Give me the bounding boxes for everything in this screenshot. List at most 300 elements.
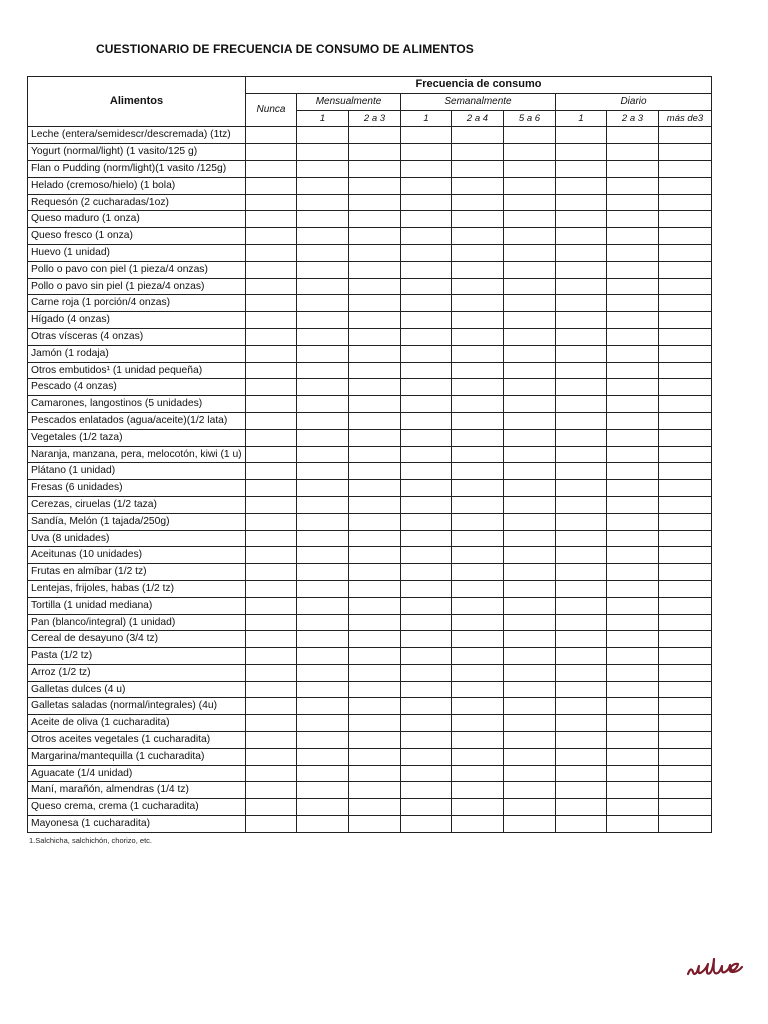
frequency-cell[interactable] [297, 715, 349, 732]
frequency-cell[interactable] [297, 547, 349, 564]
frequency-cell[interactable] [297, 295, 349, 312]
frequency-cell[interactable] [556, 429, 607, 446]
frequency-cell[interactable] [556, 631, 607, 648]
frequency-cell[interactable] [452, 664, 504, 681]
frequency-cell[interactable] [556, 799, 607, 816]
frequency-cell[interactable] [246, 765, 297, 782]
frequency-cell[interactable] [452, 715, 504, 732]
frequency-cell[interactable] [246, 664, 297, 681]
frequency-cell[interactable] [349, 799, 401, 816]
frequency-cell[interactable] [401, 580, 452, 597]
frequency-cell[interactable] [349, 782, 401, 799]
frequency-cell[interactable] [659, 782, 712, 799]
frequency-cell[interactable] [607, 211, 659, 228]
frequency-cell[interactable] [504, 748, 556, 765]
frequency-cell[interactable] [556, 765, 607, 782]
frequency-cell[interactable] [349, 765, 401, 782]
frequency-cell[interactable] [556, 446, 607, 463]
frequency-cell[interactable] [401, 648, 452, 665]
frequency-cell[interactable] [504, 631, 556, 648]
frequency-cell[interactable] [401, 765, 452, 782]
frequency-cell[interactable] [504, 765, 556, 782]
frequency-cell[interactable] [349, 648, 401, 665]
frequency-cell[interactable] [504, 698, 556, 715]
frequency-cell[interactable] [401, 228, 452, 245]
frequency-cell[interactable] [246, 681, 297, 698]
frequency-cell[interactable] [297, 228, 349, 245]
frequency-cell[interactable] [556, 211, 607, 228]
frequency-cell[interactable] [246, 580, 297, 597]
frequency-cell[interactable] [556, 463, 607, 480]
frequency-cell[interactable] [246, 278, 297, 295]
frequency-cell[interactable] [246, 597, 297, 614]
frequency-cell[interactable] [556, 496, 607, 513]
frequency-cell[interactable] [297, 782, 349, 799]
frequency-cell[interactable] [556, 379, 607, 396]
frequency-cell[interactable] [452, 211, 504, 228]
frequency-cell[interactable] [401, 244, 452, 261]
frequency-cell[interactable] [246, 211, 297, 228]
frequency-cell[interactable] [452, 396, 504, 413]
frequency-cell[interactable] [246, 312, 297, 329]
frequency-cell[interactable] [659, 698, 712, 715]
frequency-cell[interactable] [659, 631, 712, 648]
frequency-cell[interactable] [556, 412, 607, 429]
frequency-cell[interactable] [659, 564, 712, 581]
frequency-cell[interactable] [452, 480, 504, 497]
frequency-cell[interactable] [556, 782, 607, 799]
frequency-cell[interactable] [504, 782, 556, 799]
frequency-cell[interactable] [556, 564, 607, 581]
frequency-cell[interactable] [659, 547, 712, 564]
frequency-cell[interactable] [246, 480, 297, 497]
frequency-cell[interactable] [349, 715, 401, 732]
frequency-cell[interactable] [401, 144, 452, 161]
frequency-cell[interactable] [504, 362, 556, 379]
frequency-cell[interactable] [504, 244, 556, 261]
frequency-cell[interactable] [607, 782, 659, 799]
frequency-cell[interactable] [504, 160, 556, 177]
frequency-cell[interactable] [401, 681, 452, 698]
frequency-cell[interactable] [452, 631, 504, 648]
frequency-cell[interactable] [297, 681, 349, 698]
frequency-cell[interactable] [607, 816, 659, 833]
frequency-cell[interactable] [349, 278, 401, 295]
frequency-cell[interactable] [297, 144, 349, 161]
frequency-cell[interactable] [349, 597, 401, 614]
frequency-cell[interactable] [504, 580, 556, 597]
frequency-cell[interactable] [349, 564, 401, 581]
frequency-cell[interactable] [297, 597, 349, 614]
frequency-cell[interactable] [297, 480, 349, 497]
frequency-cell[interactable] [556, 681, 607, 698]
frequency-cell[interactable] [246, 144, 297, 161]
frequency-cell[interactable] [401, 328, 452, 345]
frequency-cell[interactable] [659, 362, 712, 379]
frequency-cell[interactable] [659, 580, 712, 597]
frequency-cell[interactable] [607, 513, 659, 530]
frequency-cell[interactable] [297, 463, 349, 480]
frequency-cell[interactable] [607, 681, 659, 698]
frequency-cell[interactable] [452, 412, 504, 429]
frequency-cell[interactable] [659, 648, 712, 665]
frequency-cell[interactable] [659, 177, 712, 194]
frequency-cell[interactable] [659, 261, 712, 278]
frequency-cell[interactable] [401, 362, 452, 379]
frequency-cell[interactable] [246, 648, 297, 665]
frequency-cell[interactable] [659, 530, 712, 547]
frequency-cell[interactable] [452, 362, 504, 379]
frequency-cell[interactable] [659, 748, 712, 765]
frequency-cell[interactable] [246, 715, 297, 732]
frequency-cell[interactable] [607, 547, 659, 564]
frequency-cell[interactable] [297, 345, 349, 362]
frequency-cell[interactable] [452, 261, 504, 278]
frequency-cell[interactable] [452, 194, 504, 211]
frequency-cell[interactable] [297, 127, 349, 144]
frequency-cell[interactable] [556, 328, 607, 345]
frequency-cell[interactable] [556, 127, 607, 144]
frequency-cell[interactable] [607, 362, 659, 379]
frequency-cell[interactable] [556, 228, 607, 245]
frequency-cell[interactable] [349, 748, 401, 765]
frequency-cell[interactable] [556, 480, 607, 497]
frequency-cell[interactable] [556, 530, 607, 547]
frequency-cell[interactable] [607, 564, 659, 581]
frequency-cell[interactable] [297, 328, 349, 345]
frequency-cell[interactable] [297, 799, 349, 816]
frequency-cell[interactable] [246, 261, 297, 278]
frequency-cell[interactable] [607, 379, 659, 396]
frequency-cell[interactable] [401, 732, 452, 749]
frequency-cell[interactable] [504, 648, 556, 665]
frequency-cell[interactable] [349, 211, 401, 228]
frequency-cell[interactable] [659, 664, 712, 681]
frequency-cell[interactable] [401, 160, 452, 177]
frequency-cell[interactable] [297, 261, 349, 278]
frequency-cell[interactable] [452, 144, 504, 161]
frequency-cell[interactable] [452, 295, 504, 312]
frequency-cell[interactable] [452, 765, 504, 782]
frequency-cell[interactable] [607, 345, 659, 362]
frequency-cell[interactable] [556, 396, 607, 413]
frequency-cell[interactable] [556, 614, 607, 631]
frequency-cell[interactable] [297, 412, 349, 429]
frequency-cell[interactable] [659, 379, 712, 396]
frequency-cell[interactable] [401, 496, 452, 513]
frequency-cell[interactable] [556, 295, 607, 312]
frequency-cell[interactable] [401, 345, 452, 362]
frequency-cell[interactable] [504, 480, 556, 497]
frequency-cell[interactable] [349, 228, 401, 245]
frequency-cell[interactable] [349, 463, 401, 480]
frequency-cell[interactable] [246, 782, 297, 799]
frequency-cell[interactable] [504, 799, 556, 816]
frequency-cell[interactable] [659, 295, 712, 312]
frequency-cell[interactable] [452, 379, 504, 396]
frequency-cell[interactable] [246, 160, 297, 177]
frequency-cell[interactable] [349, 244, 401, 261]
frequency-cell[interactable] [556, 648, 607, 665]
frequency-cell[interactable] [504, 597, 556, 614]
frequency-cell[interactable] [556, 362, 607, 379]
frequency-cell[interactable] [607, 312, 659, 329]
frequency-cell[interactable] [401, 614, 452, 631]
frequency-cell[interactable] [607, 463, 659, 480]
frequency-cell[interactable] [246, 816, 297, 833]
frequency-cell[interactable] [246, 429, 297, 446]
frequency-cell[interactable] [297, 580, 349, 597]
frequency-cell[interactable] [659, 328, 712, 345]
frequency-cell[interactable] [246, 547, 297, 564]
frequency-cell[interactable] [297, 244, 349, 261]
frequency-cell[interactable] [246, 228, 297, 245]
frequency-cell[interactable] [246, 345, 297, 362]
frequency-cell[interactable] [659, 312, 712, 329]
frequency-cell[interactable] [607, 295, 659, 312]
frequency-cell[interactable] [607, 765, 659, 782]
frequency-cell[interactable] [504, 564, 556, 581]
frequency-cell[interactable] [504, 379, 556, 396]
frequency-cell[interactable] [297, 194, 349, 211]
frequency-cell[interactable] [401, 295, 452, 312]
frequency-cell[interactable] [246, 698, 297, 715]
frequency-cell[interactable] [556, 144, 607, 161]
frequency-cell[interactable] [401, 547, 452, 564]
frequency-cell[interactable] [452, 580, 504, 597]
frequency-cell[interactable] [504, 513, 556, 530]
frequency-cell[interactable] [607, 228, 659, 245]
frequency-cell[interactable] [349, 194, 401, 211]
frequency-cell[interactable] [452, 463, 504, 480]
frequency-cell[interactable] [349, 480, 401, 497]
frequency-cell[interactable] [556, 715, 607, 732]
frequency-cell[interactable] [297, 748, 349, 765]
frequency-cell[interactable] [607, 648, 659, 665]
frequency-cell[interactable] [659, 228, 712, 245]
frequency-cell[interactable] [659, 463, 712, 480]
frequency-cell[interactable] [349, 681, 401, 698]
frequency-cell[interactable] [556, 580, 607, 597]
frequency-cell[interactable] [401, 748, 452, 765]
frequency-cell[interactable] [349, 698, 401, 715]
frequency-cell[interactable] [297, 816, 349, 833]
frequency-cell[interactable] [401, 698, 452, 715]
frequency-cell[interactable] [246, 127, 297, 144]
frequency-cell[interactable] [452, 345, 504, 362]
frequency-cell[interactable] [504, 681, 556, 698]
frequency-cell[interactable] [556, 312, 607, 329]
frequency-cell[interactable] [556, 160, 607, 177]
frequency-cell[interactable] [246, 177, 297, 194]
frequency-cell[interactable] [659, 513, 712, 530]
frequency-cell[interactable] [246, 362, 297, 379]
frequency-cell[interactable] [659, 396, 712, 413]
frequency-cell[interactable] [401, 715, 452, 732]
frequency-cell[interactable] [607, 127, 659, 144]
frequency-cell[interactable] [556, 748, 607, 765]
frequency-cell[interactable] [401, 177, 452, 194]
frequency-cell[interactable] [607, 429, 659, 446]
frequency-cell[interactable] [246, 379, 297, 396]
frequency-cell[interactable] [452, 278, 504, 295]
frequency-cell[interactable] [401, 816, 452, 833]
frequency-cell[interactable] [349, 614, 401, 631]
frequency-cell[interactable] [504, 396, 556, 413]
frequency-cell[interactable] [401, 211, 452, 228]
frequency-cell[interactable] [297, 211, 349, 228]
frequency-cell[interactable] [349, 732, 401, 749]
frequency-cell[interactable] [504, 278, 556, 295]
frequency-cell[interactable] [297, 312, 349, 329]
frequency-cell[interactable] [246, 244, 297, 261]
frequency-cell[interactable] [401, 261, 452, 278]
frequency-cell[interactable] [504, 429, 556, 446]
frequency-cell[interactable] [504, 732, 556, 749]
frequency-cell[interactable] [659, 412, 712, 429]
frequency-cell[interactable] [504, 530, 556, 547]
frequency-cell[interactable] [452, 732, 504, 749]
frequency-cell[interactable] [452, 799, 504, 816]
frequency-cell[interactable] [504, 194, 556, 211]
frequency-cell[interactable] [556, 816, 607, 833]
frequency-cell[interactable] [504, 144, 556, 161]
frequency-cell[interactable] [607, 614, 659, 631]
frequency-cell[interactable] [349, 446, 401, 463]
frequency-cell[interactable] [659, 732, 712, 749]
frequency-cell[interactable] [607, 480, 659, 497]
frequency-cell[interactable] [297, 446, 349, 463]
frequency-cell[interactable] [246, 396, 297, 413]
frequency-cell[interactable] [401, 799, 452, 816]
frequency-cell[interactable] [607, 144, 659, 161]
frequency-cell[interactable] [556, 664, 607, 681]
frequency-cell[interactable] [297, 429, 349, 446]
frequency-cell[interactable] [452, 312, 504, 329]
frequency-cell[interactable] [452, 177, 504, 194]
frequency-cell[interactable] [349, 496, 401, 513]
frequency-cell[interactable] [246, 799, 297, 816]
frequency-cell[interactable] [659, 446, 712, 463]
frequency-cell[interactable] [246, 732, 297, 749]
frequency-cell[interactable] [401, 194, 452, 211]
frequency-cell[interactable] [504, 328, 556, 345]
frequency-cell[interactable] [452, 244, 504, 261]
frequency-cell[interactable] [349, 379, 401, 396]
frequency-cell[interactable] [659, 345, 712, 362]
frequency-cell[interactable] [556, 345, 607, 362]
frequency-cell[interactable] [401, 463, 452, 480]
frequency-cell[interactable] [349, 295, 401, 312]
frequency-cell[interactable] [607, 160, 659, 177]
frequency-cell[interactable] [349, 664, 401, 681]
frequency-cell[interactable] [659, 480, 712, 497]
frequency-cell[interactable] [452, 496, 504, 513]
frequency-cell[interactable] [504, 816, 556, 833]
frequency-cell[interactable] [297, 362, 349, 379]
frequency-cell[interactable] [504, 463, 556, 480]
frequency-cell[interactable] [349, 328, 401, 345]
frequency-cell[interactable] [349, 530, 401, 547]
frequency-cell[interactable] [607, 799, 659, 816]
frequency-cell[interactable] [659, 765, 712, 782]
frequency-cell[interactable] [297, 648, 349, 665]
frequency-cell[interactable] [607, 244, 659, 261]
frequency-cell[interactable] [349, 396, 401, 413]
frequency-cell[interactable] [504, 177, 556, 194]
frequency-cell[interactable] [246, 446, 297, 463]
frequency-cell[interactable] [452, 698, 504, 715]
frequency-cell[interactable] [349, 412, 401, 429]
frequency-cell[interactable] [401, 782, 452, 799]
frequency-cell[interactable] [452, 816, 504, 833]
frequency-cell[interactable] [401, 564, 452, 581]
frequency-cell[interactable] [607, 530, 659, 547]
frequency-cell[interactable] [297, 177, 349, 194]
frequency-cell[interactable] [401, 446, 452, 463]
frequency-cell[interactable] [246, 412, 297, 429]
frequency-cell[interactable] [246, 463, 297, 480]
frequency-cell[interactable] [607, 580, 659, 597]
frequency-cell[interactable] [452, 748, 504, 765]
frequency-cell[interactable] [504, 664, 556, 681]
frequency-cell[interactable] [401, 412, 452, 429]
frequency-cell[interactable] [504, 228, 556, 245]
frequency-cell[interactable] [246, 530, 297, 547]
frequency-cell[interactable] [401, 480, 452, 497]
frequency-cell[interactable] [297, 765, 349, 782]
frequency-cell[interactable] [452, 513, 504, 530]
frequency-cell[interactable] [452, 127, 504, 144]
frequency-cell[interactable] [607, 396, 659, 413]
frequency-cell[interactable] [607, 597, 659, 614]
frequency-cell[interactable] [297, 530, 349, 547]
frequency-cell[interactable] [659, 597, 712, 614]
frequency-cell[interactable] [556, 194, 607, 211]
frequency-cell[interactable] [504, 614, 556, 631]
frequency-cell[interactable] [246, 194, 297, 211]
frequency-cell[interactable] [607, 698, 659, 715]
frequency-cell[interactable] [401, 631, 452, 648]
frequency-cell[interactable] [659, 127, 712, 144]
frequency-cell[interactable] [659, 144, 712, 161]
frequency-cell[interactable] [556, 547, 607, 564]
frequency-cell[interactable] [349, 177, 401, 194]
frequency-cell[interactable] [349, 345, 401, 362]
frequency-cell[interactable] [556, 261, 607, 278]
frequency-cell[interactable] [452, 429, 504, 446]
frequency-cell[interactable] [556, 698, 607, 715]
frequency-cell[interactable] [452, 614, 504, 631]
frequency-cell[interactable] [556, 244, 607, 261]
frequency-cell[interactable] [246, 513, 297, 530]
frequency-cell[interactable] [607, 446, 659, 463]
frequency-cell[interactable] [297, 513, 349, 530]
frequency-cell[interactable] [246, 295, 297, 312]
frequency-cell[interactable] [659, 496, 712, 513]
frequency-cell[interactable] [452, 547, 504, 564]
frequency-cell[interactable] [297, 564, 349, 581]
frequency-cell[interactable] [401, 379, 452, 396]
frequency-cell[interactable] [504, 211, 556, 228]
frequency-cell[interactable] [452, 228, 504, 245]
frequency-cell[interactable] [504, 547, 556, 564]
frequency-cell[interactable] [297, 379, 349, 396]
frequency-cell[interactable] [297, 732, 349, 749]
frequency-cell[interactable] [297, 631, 349, 648]
frequency-cell[interactable] [659, 614, 712, 631]
frequency-cell[interactable] [297, 160, 349, 177]
